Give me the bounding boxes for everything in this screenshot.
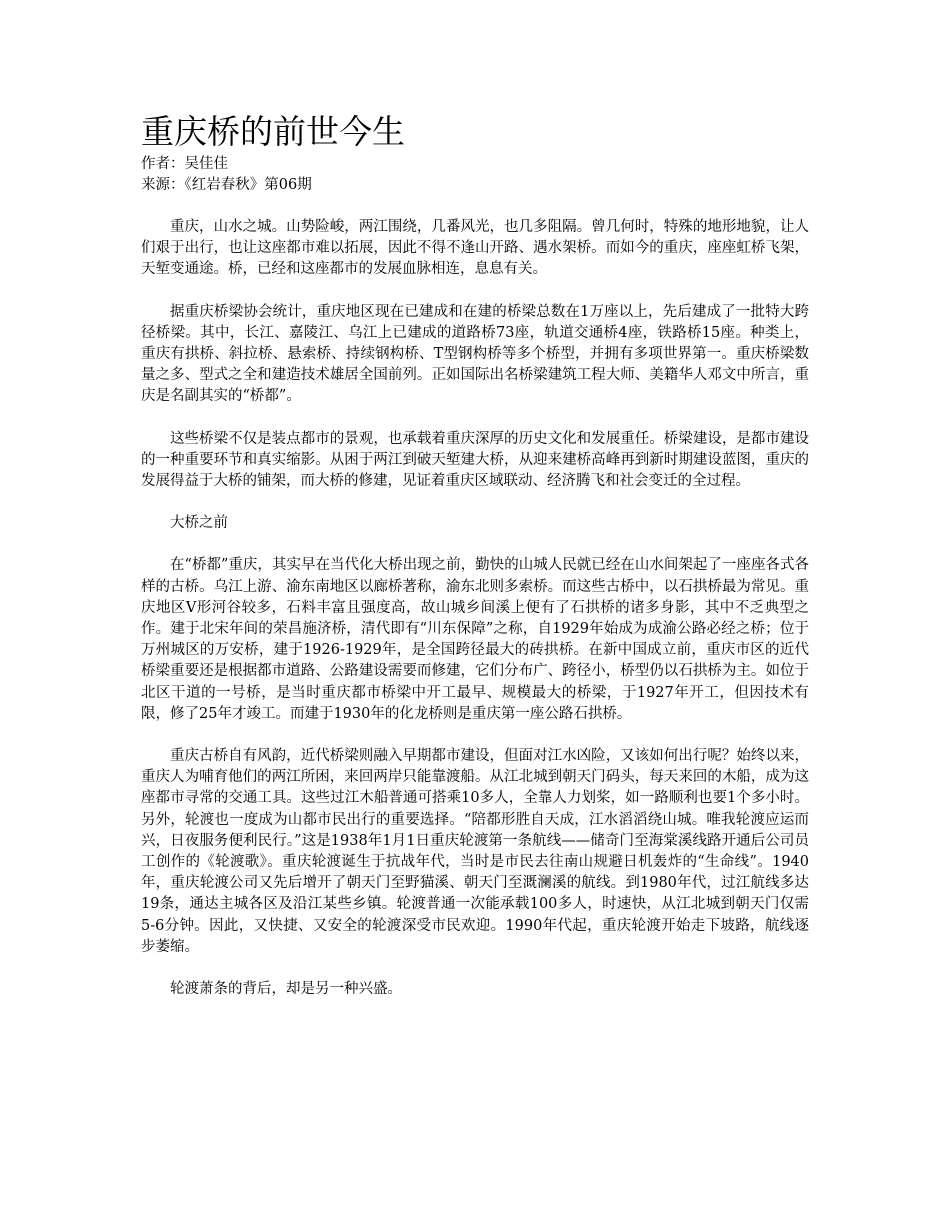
paragraph-ferries: 重庆古桥自有风韵，近代桥梁则融入早期都市建设，但面对江水凶险，又该如何出行呢？始终以来，重庆人为哺育他们的两江所困，来回两岸只能靠渡船。从江北城到朝天门码头，每天来回的木船，成为这座都市寻常的交通工具。这些过江木船普通可搭乘10多人，全靠人力划桨，如一路顺利也要1个多小时。另外，轮渡也一度成为山都市民出行的重要选择。“陪都形胜自天成，江水滔滔绕山城。唯我轮渡应运而兴，日夜服务便利民行。”这是1938年1月1日重庆轮渡第一条航线——储奇门至海棠溪线路开通后公司员工创作的《轮渡歌》。重庆轮渡诞生于抗战年代，当时是市民去往南山规避日机轰炸的“生命线”。1940年，重庆轮渡公司又先后增开了朝天门至野猫溪、朝天门至溉澜溪的航线。到1980年代，过江航线多达19条，通达主城各区及沿江某些乡镇。轮渡普通一次能承载100多人，时速快，从江北城到朝天门仅需5-6分钟。因此，又快捷、又安全的轮渡深受市民欢迎。1990年代起，重庆轮渡开始走下坡路，航线逐步萎缩。 — [141, 748, 809, 955]
paragraph-ancient-bridges: 在“桥都”重庆，其实早在当代化大桥出现之前，勤快的山城人民就已经在山水间架起了一座座各式各样的古桥。乌江上游、渝东南地区以廊桥著称，渝东北则多索桥。而这些古桥中，以石拱桥最为常见。重庆地区V形河谷较多，石料丰富且强度高，故山城乡间溪上便有了石拱桥的诸多身影，其中不乏典型之作。建于北宋年间的荣昌施济桥，清代即有“川东保障”之称，自1929年始成为成渝公路必经之桥；位于万州城区的万安桥，建于1926-1929年，是全国跨径最大的砖拱桥。在新中国成立前，重庆市区的近代桥梁重要还是根据都市道路、公路建设需要而修建，它们分布广、跨径小，桥型仍以石拱桥为主。如位于北区干道的一号桥，是当时重庆都市桥梁中开工最早、规模最大的桥梁，于1927年开工，但因技术有限，修了25年才竣工。而建于1930年的化龙桥则是重庆第一座公路石拱桥。 — [141, 557, 809, 722]
section-heading: 大桥之前 — [170, 515, 228, 532]
article-author: 作者：吴佳佳 — [141, 156, 228, 172]
article-page — [141, 110, 809, 1021]
paragraph-transition: 轮渡萧条的背后，却是另一种兴盛。 — [170, 981, 402, 998]
article-source: 来源：《红岩春秋》第06期 — [141, 177, 312, 193]
paragraph-statistics: 据重庆桥梁协会统计，重庆地区现在已建成和在建的桥梁总数在1万座以上，先后建成了一批特大跨径桥梁。其中，长江、嘉陵江、乌江上已建成的道路桥73座，轨道交通桥4座，铁路桥15座。种类上，重庆有拱桥、斜拉桥、悬索桥、持续钢构桥、T型钢构桥等多个桥型，并拥有多项世界第一。重庆桥梁数量之多、型式之全和建造技术雄居全国前列。正如国际出名桥梁建筑工程大师、美籍华人邓文中所言，重庆是名副其实的“桥都”。 — [141, 303, 809, 405]
paragraph-significance: 这些桥梁不仅是装点都市的景观，也承载着重庆深厚的历史文化和发展重任。桥梁建设，是都市建设的一种重要环节和真实缩影。从困于两江到破天堑建大桥，从迎来建桥高峰再到新时期建设蓝图，重庆的发展得益于大桥的铺架，而大桥的修建，见证着重庆区域联动、经济腾飞和社会变迁的全过程。 — [141, 430, 809, 490]
paragraph-intro: 重庆，山水之城。山势险峻，两江围绕，几番风光，也几多阻隔。曾几何时，特殊的地形地貌，让人们艰于出行，也让这座都市难以拓展，因此不得不逢山开路、遇水架桥。而如今的重庆，座座虹桥飞架，天堑变通途。桥，已经和这座都市的发展血脉相连，息息有关。 — [141, 219, 809, 278]
article-title: 重庆桥的前世今生 — [141, 112, 405, 151]
article-meta — [141, 154, 809, 196]
